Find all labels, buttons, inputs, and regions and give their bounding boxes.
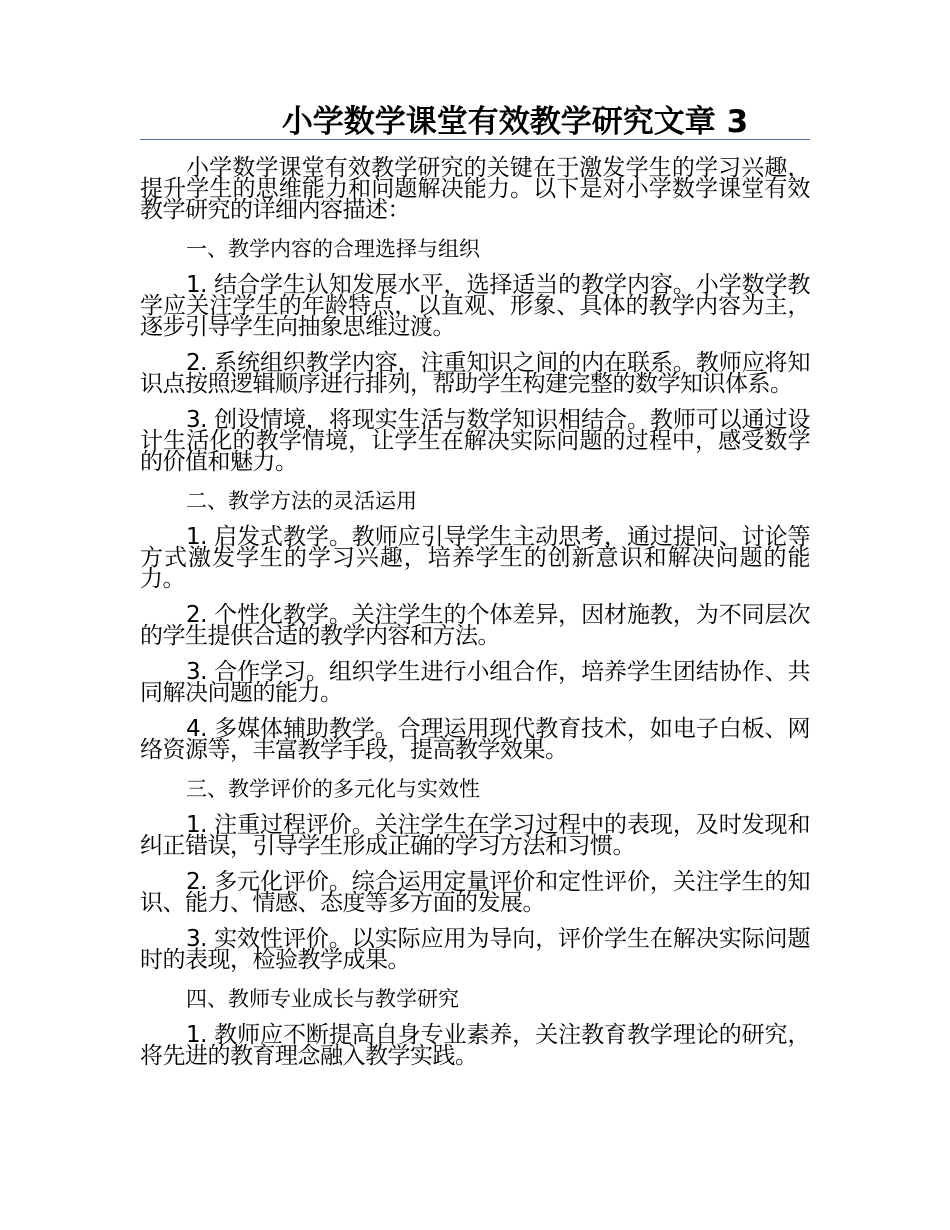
section-1-item-1: 1. 结合学生认知发展水平，选择适当的教学内容。小学数学教学应关注学生的年龄特点，以直观、形象、具体的教学内容为主，逐步引导学生向抽象思维过渡。: [140, 272, 810, 340]
section-heading-3: 三、教学评价的多元化与实效性: [186, 777, 480, 801]
section-2-item-2: 2. 个性化教学。关注学生的个体差异，因材施教，为不同层次的学生提供合适的教学内容和方法。: [140, 602, 810, 649]
section-heading-4: 四、教师专业成长与教学研究: [186, 987, 459, 1011]
section-2-item-3: 3. 合作学习。组织学生进行小组合作，培养学生团结协作、共同解决问题的能力。: [140, 659, 810, 706]
section-heading-1: 一、教学内容的合理选择与组织: [186, 237, 480, 261]
title-underline: [140, 139, 810, 140]
intro-paragraph: 小学数学课堂有效教学研究的关键在于激发学生的学习兴趣，提升学生的思维能力和问题解决能力。以下是对小学数学课堂有效教学研究的详细内容描述：: [140, 155, 810, 223]
section-3-item-1: 1. 注重过程评价。关注学生在学习过程中的表现，及时发现和纠正错误，引导学生形成正确的学习方法和习惯。: [140, 812, 810, 859]
section-3-item-2: 2. 多元化评价。综合运用定量评价和定性评价，关注学生的知识、能力、情感、态度等多方面的发展。: [140, 869, 810, 916]
section-heading-2: 二、教学方法的灵活运用: [186, 489, 417, 513]
section-2-item-1: 1. 启发式教学。教师应引导学生主动思考，通过提问、讨论等方式激发学生的学习兴趣，培养学生的创新意识和解决问题的能力。: [140, 524, 810, 592]
document-title: 小学数学课堂有效教学研究文章 3: [281, 104, 749, 140]
section-1-item-2: 2. 系统组织教学内容，注重知识之间的内在联系。教师应将知识点按照逻辑顺序进行排列，帮助学生构建完整的数学知识体系。: [140, 350, 810, 397]
section-2-item-4: 4. 多媒体辅助教学。合理运用现代教育技术，如电子白板、网络资源等，丰富教学手段，提高教学效果。: [140, 716, 810, 763]
section-1-item-3: 3. 创设情境，将现实生活与数学知识相结合。教师可以通过设计生活化的教学情境，让学生在解决实际问题的过程中，感受数学的价值和魅力。: [140, 407, 810, 475]
section-4-item-1: 1. 教师应不断提高自身专业素养，关注教育教学理论的研究，将先进的教育理念融入教学实践。: [140, 1022, 810, 1069]
section-3-item-3: 3. 实效性评价。以实际应用为导向，评价学生在解决实际问题时的表现，检验教学成果。: [140, 926, 810, 973]
document-body: [140, 155, 810, 1082]
